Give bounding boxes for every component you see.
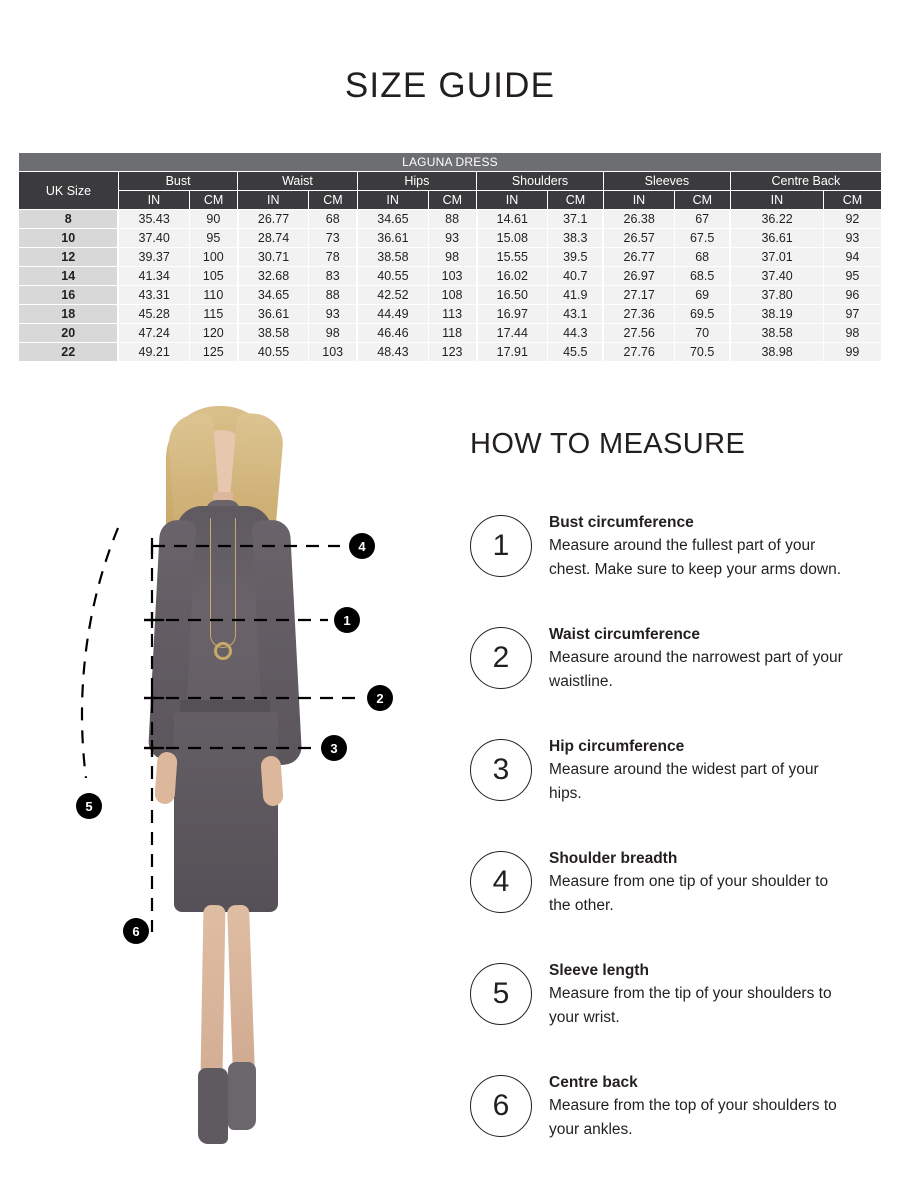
cell-value: 96 xyxy=(823,286,881,305)
measure-steps-list xyxy=(470,513,890,1170)
cell-value: 45.5 xyxy=(548,343,604,362)
cell-size: 16 xyxy=(19,286,119,305)
cell-value: 88 xyxy=(428,210,476,229)
table-row xyxy=(19,286,882,305)
header-unit-hips-cm: CM xyxy=(428,191,476,210)
step-description: Measure from the tip of your shoulders to your wrist. xyxy=(549,985,832,1026)
cell-value: 110 xyxy=(189,286,237,305)
table-unit-header-row xyxy=(19,191,882,210)
step-text xyxy=(549,513,849,581)
cell-value: 47.24 xyxy=(118,324,189,343)
step-description: Measure from one tip of your shoulder to the other. xyxy=(549,873,829,914)
cell-size: 12 xyxy=(19,248,119,267)
header-group-sleeves: Sleeves xyxy=(603,172,730,191)
step-number-circle: 6 xyxy=(470,1075,532,1137)
step-title: Hip circumference xyxy=(549,738,685,755)
how-to-measure-section xyxy=(470,400,890,1185)
step-text xyxy=(549,1073,849,1141)
cell-value: 49.21 xyxy=(118,343,189,362)
cell-value: 94 xyxy=(823,248,881,267)
cell-value: 16.50 xyxy=(477,286,548,305)
table-row xyxy=(19,305,882,324)
cell-size: 20 xyxy=(19,324,119,343)
table-row xyxy=(19,229,882,248)
cell-value: 16.02 xyxy=(477,267,548,286)
cell-value: 40.55 xyxy=(357,267,428,286)
marker-5-badge: 5 xyxy=(76,793,102,819)
step-number-circle: 4 xyxy=(470,851,532,913)
cell-value: 98 xyxy=(823,324,881,343)
cell-value: 38.58 xyxy=(357,248,428,267)
cell-value: 38.19 xyxy=(730,305,823,324)
size-table-container xyxy=(18,152,882,362)
step-title: Centre back xyxy=(549,1074,638,1091)
size-table-body xyxy=(19,210,882,362)
cell-value: 39.37 xyxy=(118,248,189,267)
measure-step-waist xyxy=(470,625,890,722)
cell-value: 26.38 xyxy=(603,210,674,229)
header-uk-size: UK Size xyxy=(19,172,119,210)
cell-value: 93 xyxy=(309,305,357,324)
marker-6-badge: 6 xyxy=(123,918,149,944)
cell-value: 46.46 xyxy=(357,324,428,343)
table-row xyxy=(19,210,882,229)
cell-value: 28.74 xyxy=(238,229,309,248)
cell-value: 73 xyxy=(309,229,357,248)
cell-value: 43.1 xyxy=(548,305,604,324)
cell-value: 67.5 xyxy=(674,229,730,248)
measurement-guide-lines xyxy=(40,400,440,1200)
step-title: Sleeve length xyxy=(549,962,649,979)
step-description: Measure around the fullest part of your chest. Make sure to keep your arms down. xyxy=(549,537,842,578)
cell-value: 27.17 xyxy=(603,286,674,305)
step-text xyxy=(549,849,849,917)
cell-value: 83 xyxy=(309,267,357,286)
cell-value: 120 xyxy=(189,324,237,343)
header-unit-waist-cm: CM xyxy=(309,191,357,210)
marker-3-badge: 3 xyxy=(321,735,347,761)
step-title: Shoulder breadth xyxy=(549,850,678,867)
step-description: Measure from the top of your shoulders to your ankles. xyxy=(549,1097,837,1138)
cell-value: 93 xyxy=(428,229,476,248)
marker-2-badge: 2 xyxy=(367,685,393,711)
cell-value: 70.5 xyxy=(674,343,730,362)
header-unit-waist-in: IN xyxy=(238,191,309,210)
cell-value: 103 xyxy=(428,267,476,286)
step-title: Waist circumference xyxy=(549,626,701,643)
cell-value: 43.31 xyxy=(118,286,189,305)
cell-value: 37.1 xyxy=(548,210,604,229)
cell-value: 34.65 xyxy=(238,286,309,305)
cell-value: 17.91 xyxy=(477,343,548,362)
cell-value: 37.40 xyxy=(118,229,189,248)
cell-value: 67 xyxy=(674,210,730,229)
cell-value: 38.58 xyxy=(238,324,309,343)
header-unit-centre-back-in: IN xyxy=(730,191,823,210)
cell-value: 26.57 xyxy=(603,229,674,248)
header-group-waist: Waist xyxy=(238,172,357,191)
cell-value: 36.61 xyxy=(730,229,823,248)
cell-value: 68 xyxy=(674,248,730,267)
cell-value: 125 xyxy=(189,343,237,362)
header-unit-shoulders-cm: CM xyxy=(548,191,604,210)
cell-value: 44.3 xyxy=(548,324,604,343)
table-row xyxy=(19,343,882,362)
cell-value: 14.61 xyxy=(477,210,548,229)
header-group-shoulders: Shoulders xyxy=(477,172,604,191)
cell-size: 18 xyxy=(19,305,119,324)
cell-value: 32.68 xyxy=(238,267,309,286)
step-number-circle: 2 xyxy=(470,627,532,689)
header-unit-sleeves-cm: CM xyxy=(674,191,730,210)
cell-value: 95 xyxy=(189,229,237,248)
cell-value: 123 xyxy=(428,343,476,362)
cell-value: 115 xyxy=(189,305,237,324)
cell-value: 27.36 xyxy=(603,305,674,324)
cell-value: 69 xyxy=(674,286,730,305)
header-unit-shoulders-in: IN xyxy=(477,191,548,210)
size-table xyxy=(18,152,882,362)
cell-value: 90 xyxy=(189,210,237,229)
cell-value: 37.80 xyxy=(730,286,823,305)
cell-value: 95 xyxy=(823,267,881,286)
step-description: Measure around the widest part of your hips. xyxy=(549,761,819,802)
cell-size: 14 xyxy=(19,267,119,286)
measure-step-bust xyxy=(470,513,890,610)
cell-value: 15.08 xyxy=(477,229,548,248)
measure-step-hip xyxy=(470,737,890,834)
cell-value: 41.9 xyxy=(548,286,604,305)
step-title: Bust circumference xyxy=(549,514,694,531)
cell-value: 38.3 xyxy=(548,229,604,248)
cell-value: 27.56 xyxy=(603,324,674,343)
cell-value: 78 xyxy=(309,248,357,267)
page-title: SIZE GUIDE xyxy=(344,66,556,105)
table-row xyxy=(19,324,882,343)
measure-step-shoulder xyxy=(470,849,890,946)
cell-size: 8 xyxy=(19,210,119,229)
cell-value: 68.5 xyxy=(674,267,730,286)
cell-value: 40.55 xyxy=(238,343,309,362)
cell-value: 38.98 xyxy=(730,343,823,362)
cell-value: 103 xyxy=(309,343,357,362)
marker-4-badge: 4 xyxy=(349,533,375,559)
step-text xyxy=(549,625,849,693)
model-figure xyxy=(40,400,440,1200)
step-number-circle: 5 xyxy=(470,963,532,1025)
cell-value: 35.43 xyxy=(118,210,189,229)
cell-value: 92 xyxy=(823,210,881,229)
cell-value: 98 xyxy=(309,324,357,343)
cell-value: 69.5 xyxy=(674,305,730,324)
cell-value: 108 xyxy=(428,286,476,305)
cell-value: 26.77 xyxy=(603,248,674,267)
table-caption: LAGUNA DRESS xyxy=(19,153,882,172)
cell-value: 30.71 xyxy=(238,248,309,267)
cell-value: 26.97 xyxy=(603,267,674,286)
cell-value: 99 xyxy=(823,343,881,362)
cell-value: 45.28 xyxy=(118,305,189,324)
how-to-measure-heading: HOW TO MEASURE xyxy=(470,428,746,460)
step-description: Measure around the narrowest part of your waistline. xyxy=(549,649,843,690)
cell-value: 38.58 xyxy=(730,324,823,343)
cell-value: 15.55 xyxy=(477,248,548,267)
marker-1-badge: 1 xyxy=(334,607,360,633)
measure-step-sleeve xyxy=(470,961,890,1058)
cell-value: 105 xyxy=(189,267,237,286)
cell-value: 36.61 xyxy=(238,305,309,324)
header-unit-centre-back-cm: CM xyxy=(823,191,881,210)
cell-value: 44.49 xyxy=(357,305,428,324)
cell-value: 40.7 xyxy=(548,267,604,286)
step-text xyxy=(549,961,849,1029)
cell-value: 39.5 xyxy=(548,248,604,267)
table-row xyxy=(19,248,882,267)
cell-value: 70 xyxy=(674,324,730,343)
cell-value: 48.43 xyxy=(357,343,428,362)
cell-value: 34.65 xyxy=(357,210,428,229)
cell-value: 16.97 xyxy=(477,305,548,324)
cell-value: 98 xyxy=(428,248,476,267)
cell-value: 100 xyxy=(189,248,237,267)
cell-value: 37.01 xyxy=(730,248,823,267)
cell-value: 37.40 xyxy=(730,267,823,286)
cell-value: 41.34 xyxy=(118,267,189,286)
cell-value: 26.77 xyxy=(238,210,309,229)
cell-value: 42.52 xyxy=(357,286,428,305)
header-unit-hips-in: IN xyxy=(357,191,428,210)
cell-value: 88 xyxy=(309,286,357,305)
step-text xyxy=(549,737,849,805)
table-row xyxy=(19,267,882,286)
cell-value: 97 xyxy=(823,305,881,324)
header-group-bust: Bust xyxy=(118,172,237,191)
header-unit-bust-cm: CM xyxy=(189,191,237,210)
table-group-header-row xyxy=(19,172,882,191)
cell-value: 36.61 xyxy=(357,229,428,248)
lower-section xyxy=(0,400,900,1200)
cell-value: 113 xyxy=(428,305,476,324)
cell-size: 22 xyxy=(19,343,119,362)
cell-size: 10 xyxy=(19,229,119,248)
cell-value: 27.76 xyxy=(603,343,674,362)
measure-step-centre-back xyxy=(470,1073,890,1170)
header-group-centre-back: Centre Back xyxy=(730,172,881,191)
header-group-hips: Hips xyxy=(357,172,476,191)
header-unit-sleeves-in: IN xyxy=(603,191,674,210)
cell-value: 36.22 xyxy=(730,210,823,229)
step-number-circle: 3 xyxy=(470,739,532,801)
step-number-circle: 1 xyxy=(470,515,532,577)
cell-value: 93 xyxy=(823,229,881,248)
header-unit-bust-in: IN xyxy=(118,191,189,210)
cell-value: 68 xyxy=(309,210,357,229)
cell-value: 118 xyxy=(428,324,476,343)
cell-value: 17.44 xyxy=(477,324,548,343)
